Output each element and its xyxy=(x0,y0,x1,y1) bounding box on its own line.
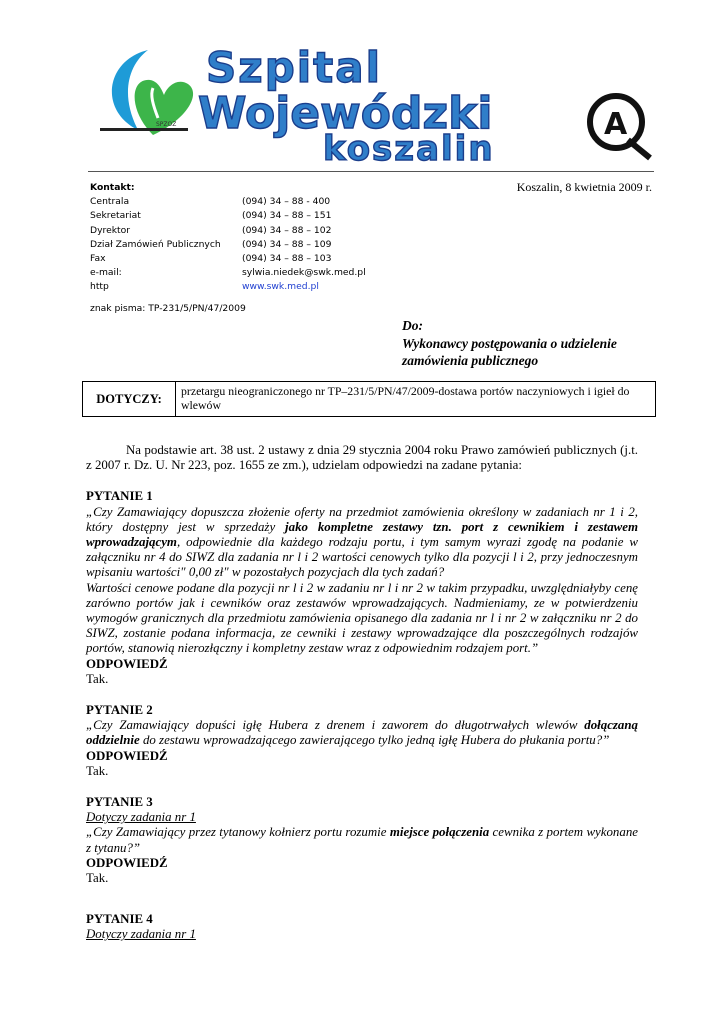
contact-label: http xyxy=(90,281,109,293)
question-text-part: do zestawu wprowadzającego zawierającego tylko jedną igłę Hubera do płukania portu?” xyxy=(139,733,610,748)
contact-value: (094) 34 – 88 – 151 xyxy=(242,210,332,222)
contact-block xyxy=(90,181,366,295)
question-text xyxy=(86,718,638,748)
question-subheading: Dotyczy zadania nr 1 xyxy=(86,810,196,825)
recipient-line: Wykonawcy postępowania o udzielenie xyxy=(402,335,617,351)
contact-value: (094) 34 – 88 - 400 xyxy=(242,196,331,208)
contact-title: Kontakt: xyxy=(90,182,135,193)
contact-row xyxy=(90,209,366,223)
contact-row xyxy=(90,266,366,280)
logo-line3: koszalin xyxy=(323,129,495,166)
question-heading: PYTANIE 1 xyxy=(86,489,153,504)
logo-line1: Szpital xyxy=(206,43,382,92)
contact-row xyxy=(90,280,366,294)
question-text xyxy=(86,505,638,581)
answer-heading: ODPOWIEDŹ xyxy=(86,855,168,870)
logo-spzoz: SPZOZ xyxy=(156,121,177,128)
question-text-bold: dołączaną oddzielnie xyxy=(86,718,638,748)
recipient-line: Do: xyxy=(402,318,423,333)
question-subheading: Dotyczy zadania nr 1 xyxy=(86,927,196,942)
question-text-part: cewnika z portem wykonane z tytanu?” xyxy=(86,825,638,855)
question-text-part: , odpowiednie dla każdego rodzaju portu, i tym samym wyrazi zgodę na podanie w załączniku nr 4 do SIWZ dla zadania nr l i 2 wartości cenowych tylko dla pozycji l i 2, przy jednoczesnym wpisaniu wartości" 0,00 zł" w pozostałych pozycjach dla tych zadań? xyxy=(86,535,638,580)
question-text: Wartości cenowe podane dla pozycji nr l i 2 w zadaniu nr l i nr 2 w takim przypadku, uwzględniałyby cenę zarówno portów jak i cewników oraz zestawów wprowadzających. Nadmieniamy, ze w potwierdzeniu wymogów granicznych dla przedmiotu zamówienia opisanego dla zadania nr l i nr 2 w załączniku nr 2 do SIWZ, zostanie podana informacja, ze cewniki i zestawy wprowadzające dla poszczególnych rodzajów portów, stanowią nierozłączny i kompletny zestaw wraz z odpowiednim rodzajem port.” xyxy=(86,580,638,656)
question-text-part: „Czy Zamawiający przez tytanowy kołnierz portu rozumie xyxy=(86,825,390,840)
contact-row xyxy=(90,224,366,238)
hospital-logo xyxy=(98,40,658,166)
answer-heading: ODPOWIEDŹ xyxy=(86,656,168,671)
contact-row xyxy=(90,195,366,209)
answer-text: Tak. xyxy=(86,671,109,686)
contact-value: (094) 34 – 88 – 109 xyxy=(242,238,332,250)
answer-text: Tak. xyxy=(86,871,109,886)
letter-body xyxy=(86,443,638,943)
subject-key: DOTYCZY: xyxy=(83,382,176,416)
intro-paragraph: Na podstawie art. 38 ust. 2 ustawy z dnia 29 stycznia 2004 roku Prawo zamówień publicznych (j.t. z 2007 r. Dz. U. Nr 223, poz. 1655 ze zm.), udzielam odpowiedzi na zadane pytania: xyxy=(86,443,638,473)
contact-value: (094) 34 – 88 – 103 xyxy=(242,253,332,265)
answer-heading: ODPOWIEDŹ xyxy=(86,748,168,763)
contact-row xyxy=(90,252,366,266)
question-text-part: „Czy Zamawiający dopuszcza złożenie oferty na przedmiot zamówienia określony w zadaniach nr 1 i 2, który dostępny jest w sprzedaży xyxy=(86,504,638,534)
question-heading: PYTANIE 3 xyxy=(86,795,153,810)
question-text xyxy=(86,825,638,855)
question-text-part: „Czy Zamawiający dopuści igłę Hubera z drenem i zaworem do długotrwałych wlewów xyxy=(86,718,585,733)
contact-row xyxy=(90,238,366,252)
contact-label: Sekretariat xyxy=(90,210,141,222)
answer-text: Tak. xyxy=(86,763,109,778)
contact-label: Centrala xyxy=(90,196,130,208)
contact-label: Dział Zamówień Publicznych xyxy=(90,238,221,250)
question-text-bold: miejsce połączenia xyxy=(389,825,490,840)
question-heading: PYTANIE 2 xyxy=(86,703,153,718)
reference-number: znak pisma: TP-231/5/PN/47/2009 xyxy=(90,303,246,314)
subject-box xyxy=(82,381,656,417)
question-text-bold: jako kompletne zestawy tzn. port z cewnikiem i zestawem wprowadzającym xyxy=(86,519,638,550)
contact-label: e-mail: xyxy=(90,267,122,279)
contact-label: Fax xyxy=(90,253,106,265)
recipient-block xyxy=(402,317,617,370)
header-divider xyxy=(88,171,654,172)
email-link[interactable]: sylwia.niedek@swk.med.pl xyxy=(242,267,366,279)
contact-value: (094) 34 – 88 – 102 xyxy=(242,224,332,236)
letter-date: Koszalin, 8 kwietnia 2009 r. xyxy=(516,180,652,194)
question-heading: PYTANIE 4 xyxy=(86,912,153,927)
contact-label: Dyrektor xyxy=(90,224,131,236)
website-link[interactable]: www.swk.med.pl xyxy=(242,281,319,293)
subject-value: przetargu nieograniczonego nr TP–231/5/PN/47/2009-dostawa portów naczyniowych i igieł do wlewów xyxy=(181,384,630,412)
recipient-line: zamówienia publicznego xyxy=(402,353,539,368)
svg-text:A: A xyxy=(604,107,628,142)
logo-line2: Wojewódzki xyxy=(198,88,493,139)
